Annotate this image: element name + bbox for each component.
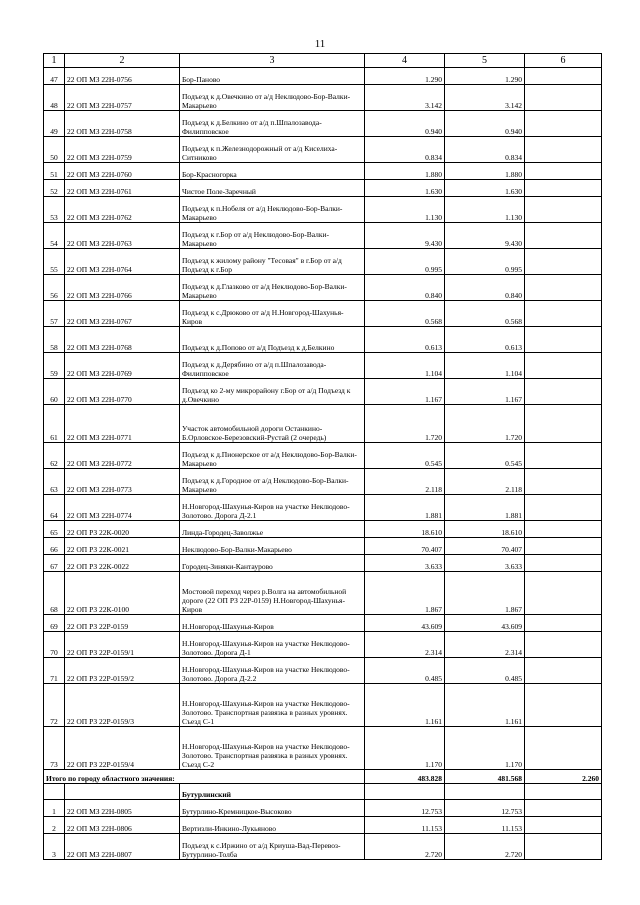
length-total: 0.940 [365, 111, 445, 137]
road-code: 22 ОП РЗ 22К-0100 [65, 572, 180, 615]
table-row [44, 85, 602, 111]
table-row [44, 834, 602, 860]
road-name: Н.Новгород-Шахунья-Киров на участке Неклюдово-Золотово. Дорога Д-1 [180, 632, 365, 658]
length-total: 43.609 [365, 615, 445, 632]
length-col6 [525, 327, 602, 353]
road-code: 22 ОП РЗ 22К-0020 [65, 521, 180, 538]
road-name: Линда-Городец-Заволжье [180, 521, 365, 538]
length-col5: 1.720 [445, 405, 525, 443]
row-number: 66 [44, 538, 65, 555]
road-name: Подъезд к жилому району "Тесовая" в г.Бор от а/д Подъезд к г.Бор [180, 249, 365, 275]
district-name: Бутурлинский [180, 784, 365, 800]
row-number: 1 [44, 800, 65, 817]
road-code: 22 ОП МЗ 22Н-0759 [65, 137, 180, 163]
row-number: 72 [44, 684, 65, 727]
length-col6 [525, 379, 602, 405]
total-col6: 2.260 [525, 770, 602, 784]
road-name: Н.Новгород-Шахунья-Киров на участке Неклюдово-Золотово. Дорога Д-2.2 [180, 658, 365, 684]
length-col6 [525, 249, 602, 275]
row-number: 71 [44, 658, 65, 684]
column-header: 4 [365, 54, 445, 68]
length-col6 [525, 538, 602, 555]
road-code: 22 ОП МЗ 22Н-0770 [65, 379, 180, 405]
road-code: 22 ОП МЗ 22Н-0756 [65, 68, 180, 85]
length-col5: 2.314 [445, 632, 525, 658]
table-row [44, 615, 602, 632]
row-number: 59 [44, 353, 65, 379]
road-code: 22 ОП МЗ 22Н-0768 [65, 327, 180, 353]
length-col6 [525, 684, 602, 727]
road-code: 22 ОП МЗ 22Н-0774 [65, 495, 180, 521]
table-row [44, 223, 602, 249]
road-code: 22 ОП МЗ 22Н-0762 [65, 197, 180, 223]
row-number: 52 [44, 180, 65, 197]
table-row [44, 327, 602, 353]
empty-cell [65, 784, 180, 800]
length-total: 1.130 [365, 197, 445, 223]
row-number: 73 [44, 727, 65, 770]
row-number: 3 [44, 834, 65, 860]
length-total: 9.430 [365, 223, 445, 249]
length-total: 1.104 [365, 353, 445, 379]
row-number: 64 [44, 495, 65, 521]
road-name: Подъезд к д.Белкино от а/д п.Шпалозавода-Филипповское [180, 111, 365, 137]
length-total: 1.170 [365, 727, 445, 770]
length-col5: 0.940 [445, 111, 525, 137]
row-number: 61 [44, 405, 65, 443]
length-col6 [525, 85, 602, 111]
length-col6 [525, 405, 602, 443]
length-col6 [525, 495, 602, 521]
length-col5: 18.610 [445, 521, 525, 538]
table-row [44, 405, 602, 443]
road-code: 22 ОП МЗ 22Н-0766 [65, 275, 180, 301]
length-col5: 1.104 [445, 353, 525, 379]
road-name: Н.Новгород-Шахунья-Киров на участке Неклюдово-Золотово. Транспортная развязка в разных уровнях. Съезд С-1 [180, 684, 365, 727]
road-code: 22 ОП РЗ 22Р-0159/2 [65, 658, 180, 684]
length-col6 [525, 301, 602, 327]
table-row [44, 111, 602, 137]
length-total: 1.720 [365, 405, 445, 443]
road-code: 22 ОП МЗ 22Н-0767 [65, 301, 180, 327]
length-col5: 1.170 [445, 727, 525, 770]
road-code: 22 ОП МЗ 22Н-0772 [65, 443, 180, 469]
length-total: 3.633 [365, 555, 445, 572]
road-name: Чистое Поле-Заречный [180, 180, 365, 197]
page-number: 11 [314, 38, 326, 50]
row-number: 50 [44, 137, 65, 163]
length-total: 0.834 [365, 137, 445, 163]
table-row [44, 538, 602, 555]
table-row [44, 727, 602, 770]
road-code: 22 ОП МЗ 22Н-0807 [65, 834, 180, 860]
empty-cell [445, 784, 525, 800]
row-number: 48 [44, 85, 65, 111]
length-col6 [525, 275, 602, 301]
table-row [44, 495, 602, 521]
table-row [44, 301, 602, 327]
road-code: 22 ОП РЗ 22Р-0159/4 [65, 727, 180, 770]
empty-cell [525, 784, 602, 800]
total-length: 483.828 [365, 770, 445, 784]
road-name: Подъезд ко 2-му микрорайону г.Бор от а/д Подъезд к д.Овечкино [180, 379, 365, 405]
length-total: 1.167 [365, 379, 445, 405]
table-row [44, 684, 602, 727]
length-total: 1.881 [365, 495, 445, 521]
road-name: Подъезд к п.Нобеля от а/д Неклюдово-Бор-Валки-Макарьево [180, 197, 365, 223]
road-code: 22 ОП МЗ 22Н-0769 [65, 353, 180, 379]
length-col5: 1.161 [445, 684, 525, 727]
road-name: Подъезд к д.Овечкино от а/д Неклюдово-Бор-Валки-Макарьево [180, 85, 365, 111]
length-total: 3.142 [365, 85, 445, 111]
table-row [44, 275, 602, 301]
column-header: 1 [44, 54, 65, 68]
table-row [44, 817, 602, 834]
road-code: 22 ОП МЗ 22Н-0764 [65, 249, 180, 275]
row-number: 2 [44, 817, 65, 834]
row-number: 54 [44, 223, 65, 249]
length-col6 [525, 163, 602, 180]
length-col6 [525, 197, 602, 223]
column-header: 5 [445, 54, 525, 68]
length-total: 2.314 [365, 632, 445, 658]
length-total: 11.153 [365, 817, 445, 834]
table-row [44, 632, 602, 658]
total-row [44, 770, 602, 784]
column-header: 6 [525, 54, 602, 68]
road-name: Неклюдово-Бор-Валки-Макарьево [180, 538, 365, 555]
length-total: 1.630 [365, 180, 445, 197]
length-total: 0.613 [365, 327, 445, 353]
length-col6 [525, 223, 602, 249]
length-col6 [525, 615, 602, 632]
road-name: Подъезд к г.Бор от а/д Неклюдово-Бор-Валки-Макарьево [180, 223, 365, 249]
row-number: 55 [44, 249, 65, 275]
row-number: 56 [44, 275, 65, 301]
length-total: 2.118 [365, 469, 445, 495]
row-number: 68 [44, 572, 65, 615]
length-col5: 0.485 [445, 658, 525, 684]
length-total: 2.720 [365, 834, 445, 860]
length-total: 0.568 [365, 301, 445, 327]
road-name: Подъезд к п.Железнодорожный от а/д Киселиха-Ситниково [180, 137, 365, 163]
length-col5: 3.633 [445, 555, 525, 572]
table-row [44, 443, 602, 469]
length-col6 [525, 658, 602, 684]
length-col5: 0.834 [445, 137, 525, 163]
row-number: 67 [44, 555, 65, 572]
length-col6 [525, 180, 602, 197]
length-total: 12.753 [365, 800, 445, 817]
road-code: 22 ОП МЗ 22Н-0763 [65, 223, 180, 249]
road-code: 22 ОП МЗ 22Н-0757 [65, 85, 180, 111]
table-row [44, 469, 602, 495]
road-code: 22 ОП МЗ 22Н-0805 [65, 800, 180, 817]
table-row [44, 379, 602, 405]
road-name: Подъезд к с.Дрюково от а/д Н.Новгород-Шахунья-Киров [180, 301, 365, 327]
length-col5: 9.430 [445, 223, 525, 249]
road-code: 22 ОП МЗ 22Н-0806 [65, 817, 180, 834]
length-total: 0.840 [365, 275, 445, 301]
road-name: Мостовой переход через р.Волга на автомобильной дороге (22 ОП РЗ 22Р-0159) Н.Новгород-Шахунья-Киров [180, 572, 365, 615]
length-col5: 43.609 [445, 615, 525, 632]
row-number: 63 [44, 469, 65, 495]
road-name: Городец-Зиняки-Кантаурово [180, 555, 365, 572]
length-total: 1.290 [365, 68, 445, 85]
table-row [44, 163, 602, 180]
road-name: Участок автомобильной дороги Останкино-Б.Орловское-Березовский-Рустай (2 очередь) [180, 405, 365, 443]
column-header: 2 [65, 54, 180, 68]
road-name: Подъезд к с.Иржино от а/д Криуша-Вад-Перевоз-Бутурлино-Толба [180, 834, 365, 860]
length-col5: 1.130 [445, 197, 525, 223]
road-name: Подъезд к д.Дерябино от а/д п.Шпалозавода-Филипповское [180, 353, 365, 379]
length-col5: 0.995 [445, 249, 525, 275]
total-label: Итого по городу областного значения: [44, 770, 365, 784]
table-row [44, 555, 602, 572]
length-col6 [525, 68, 602, 85]
row-number: 51 [44, 163, 65, 180]
table-row [44, 197, 602, 223]
table-row [44, 180, 602, 197]
length-col6 [525, 353, 602, 379]
length-total: 0.995 [365, 249, 445, 275]
road-name: Подъезд к д.Городное от а/д Неклюдово-Бор-Валки-Макарьево [180, 469, 365, 495]
length-col6 [525, 555, 602, 572]
road-code: 22 ОП РЗ 22К-0022 [65, 555, 180, 572]
length-total: 1.880 [365, 163, 445, 180]
length-col6 [525, 817, 602, 834]
road-name: Н.Новгород-Шахунья-Киров [180, 615, 365, 632]
road-name: Вертизли-Инкино-Лукьяново [180, 817, 365, 834]
row-number: 47 [44, 68, 65, 85]
length-col5: 70.407 [445, 538, 525, 555]
total-col5: 481.568 [445, 770, 525, 784]
length-col5: 0.545 [445, 443, 525, 469]
length-total: 1.867 [365, 572, 445, 615]
road-code: 22 ОП МЗ 22Н-0761 [65, 180, 180, 197]
road-code: 22 ОП МЗ 22Н-0760 [65, 163, 180, 180]
table-row [44, 353, 602, 379]
row-number: 65 [44, 521, 65, 538]
row-number: 53 [44, 197, 65, 223]
length-col5: 0.613 [445, 327, 525, 353]
length-col5: 1.867 [445, 572, 525, 615]
length-col5: 0.840 [445, 275, 525, 301]
length-col6 [525, 632, 602, 658]
column-header: 3 [180, 54, 365, 68]
length-total: 18.610 [365, 521, 445, 538]
road-name: Н.Новгород-Шахунья-Киров на участке Неклюдово-Золотово. Дорога Д-2.1 [180, 495, 365, 521]
table-row [44, 658, 602, 684]
length-col5: 3.142 [445, 85, 525, 111]
road-code: 22 ОП РЗ 22Р-0159 [65, 615, 180, 632]
length-col6 [525, 800, 602, 817]
road-code: 22 ОП РЗ 22Р-0159/1 [65, 632, 180, 658]
length-col5: 1.881 [445, 495, 525, 521]
row-number: 69 [44, 615, 65, 632]
length-col6 [525, 443, 602, 469]
length-col5: 2.720 [445, 834, 525, 860]
row-number: 70 [44, 632, 65, 658]
length-total: 0.545 [365, 443, 445, 469]
table-row [44, 137, 602, 163]
road-code: 22 ОП МЗ 22Н-0771 [65, 405, 180, 443]
road-code: 22 ОП РЗ 22К-0021 [65, 538, 180, 555]
empty-cell [365, 784, 445, 800]
length-col6 [525, 521, 602, 538]
district-header-row [44, 784, 602, 800]
road-name: Бор-Паново [180, 68, 365, 85]
road-name: Бутурлино-Кремницкое-Высоково [180, 800, 365, 817]
length-col6 [525, 834, 602, 860]
road-name: Н.Новгород-Шахунья-Киров на участке Неклюдово-Золотово. Транспортная развязка в разных уровнях. Съезд С-2 [180, 727, 365, 770]
road-code: 22 ОП РЗ 22Р-0159/3 [65, 684, 180, 727]
road-code: 22 ОП МЗ 22Н-0773 [65, 469, 180, 495]
length-col5: 1.167 [445, 379, 525, 405]
length-col5: 1.630 [445, 180, 525, 197]
length-col6 [525, 469, 602, 495]
table-row [44, 249, 602, 275]
road-name: Подъезд к д.Пионерское от а/д Неклюдово-Бор-Валки-Макарьево [180, 443, 365, 469]
length-col5: 0.568 [445, 301, 525, 327]
length-col6 [525, 137, 602, 163]
table-row [44, 800, 602, 817]
empty-cell [44, 784, 65, 800]
row-number: 60 [44, 379, 65, 405]
length-col6 [525, 727, 602, 770]
row-number: 58 [44, 327, 65, 353]
length-total: 70.407 [365, 538, 445, 555]
row-number: 49 [44, 111, 65, 137]
length-col5: 2.118 [445, 469, 525, 495]
length-col6 [525, 572, 602, 615]
row-number: 57 [44, 301, 65, 327]
length-col5: 1.290 [445, 68, 525, 85]
table-row [44, 572, 602, 615]
road-code: 22 ОП МЗ 22Н-0758 [65, 111, 180, 137]
road-name: Подъезд к д.Попово от а/д Подъезд к д.Белкино [180, 327, 365, 353]
table-row [44, 68, 602, 85]
row-number: 62 [44, 443, 65, 469]
column-number-row [44, 54, 602, 68]
length-col6 [525, 111, 602, 137]
table-row [44, 521, 602, 538]
road-name: Подъезд к д.Глазково от а/д Неклюдово-Бор-Валки-Макарьево [180, 275, 365, 301]
length-col5: 12.753 [445, 800, 525, 817]
road-name: Бор-Красногорка [180, 163, 365, 180]
length-total: 1.161 [365, 684, 445, 727]
road-register-table [43, 53, 602, 860]
length-total: 0.485 [365, 658, 445, 684]
length-col5: 1.880 [445, 163, 525, 180]
length-col5: 11.153 [445, 817, 525, 834]
